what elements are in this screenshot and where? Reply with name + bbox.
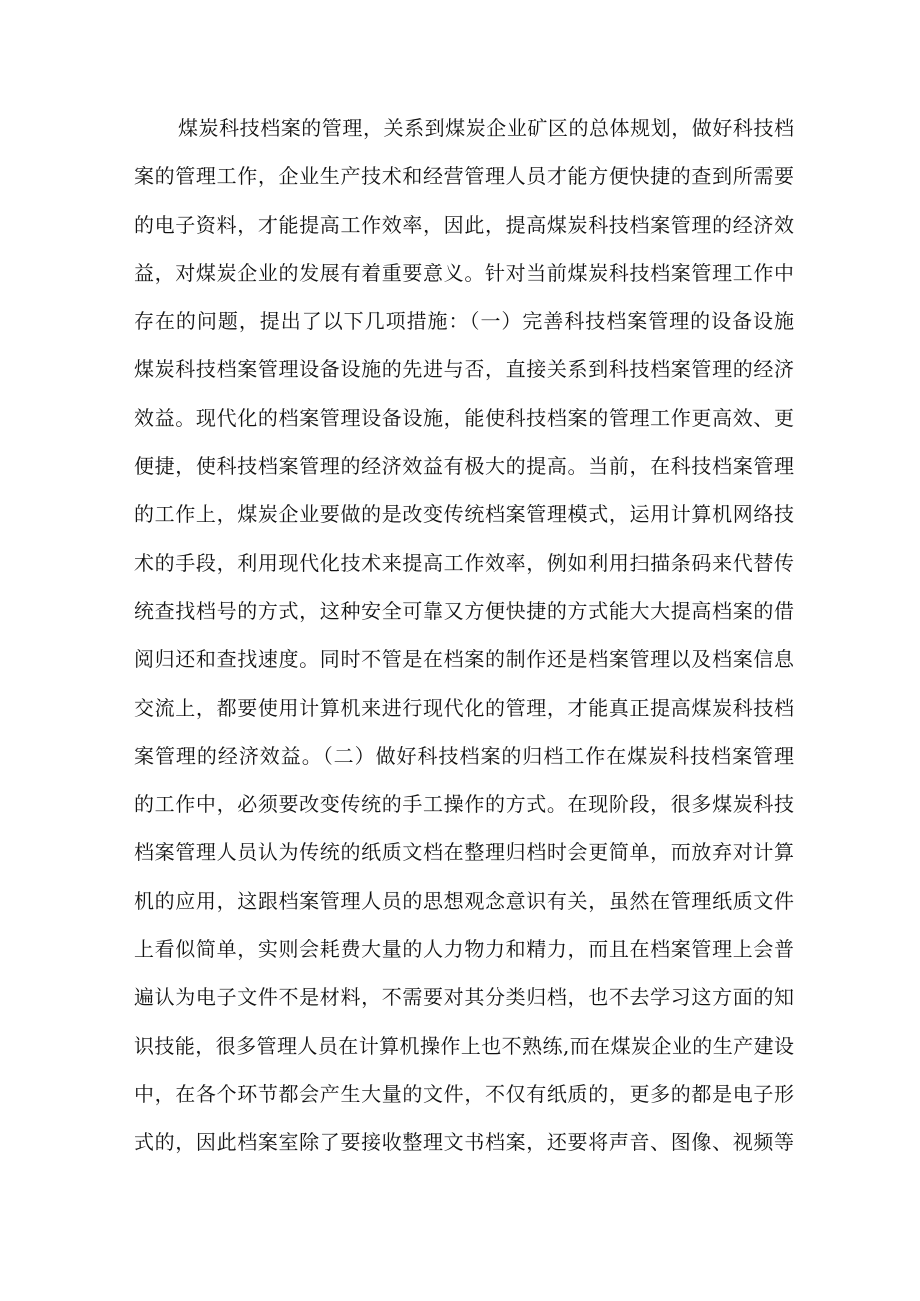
- text-line: 的工作上，煤炭企业要做的是改变传统档案管理模式，运用计算机网络技: [134, 502, 794, 527]
- text-line: 煤炭科技档案管理设备设施的先进与否，直接关系到科技档案管理的经济: [134, 357, 794, 382]
- body-paragraph: [134, 104, 794, 1167]
- text-line: 的电子资料，才能提高工作效率，因此，提高煤炭科技档案管理的经济效: [134, 212, 794, 237]
- text-line: 档案管理人员认为传统的纸质文档在整理归档时会更简单，而放弃对计算: [134, 840, 794, 865]
- text-line: 交流上，都要使用计算机来进行现代化的管理，才能真正提高煤炭科技档: [134, 695, 794, 720]
- text-line: 识技能，很多管理人员在计算机操作上也不熟练,而在煤炭企业的生产建设: [134, 1033, 794, 1058]
- text-line: 式的，因此档案室除了要接收整理文书档案，还要将声音、图像、视频等: [134, 1130, 794, 1155]
- text-line: 煤炭科技档案的管理，关系到煤炭企业矿区的总体规划，做好科技档: [178, 116, 794, 140]
- text-line: 存在的问题，提出了以下几项措施：（一）完善科技档案管理的设备设施: [134, 309, 794, 334]
- text-line: 便捷，使科技档案管理的经济效益有极大的提高。当前，在科技档案管理: [134, 454, 794, 479]
- text-line: 案管理的经济效益。（二）做好科技档案的归档工作在煤炭科技档案管理: [134, 743, 794, 768]
- text-line: 效益。现代化的档案管理设备设施，能使科技档案的管理工作更高效、更: [134, 405, 794, 430]
- text-line: 阅归还和查找速度。同时不管是在档案的制作还是档案管理以及档案信息: [134, 647, 794, 672]
- text-line: 遍认为电子文件不是材料，不需要对其分类归档，也不去学习这方面的知: [134, 985, 794, 1010]
- text-line: 机的应用，这跟档案管理人员的思想观念意识有关，虽然在管理纸质文件: [134, 888, 794, 913]
- text-line: 益，对煤炭企业的发展有着重要意义。针对当前煤炭科技档案管理工作中: [134, 260, 794, 285]
- text-line: 统查找档号的方式，这种安全可靠又方便快捷的方式能大大提高档案的借: [134, 598, 794, 623]
- text-line: 的工作中，必须要改变传统的手工操作的方式。在现阶段，很多煤炭科技: [134, 792, 794, 817]
- text-line: 中，在各个环节都会产生大量的文件，不仅有纸质的，更多的都是电子形: [134, 1081, 794, 1106]
- text-line: 上看似简单，实则会耗费大量的人力物力和精力，而且在档案管理上会普: [134, 937, 794, 962]
- text-line: 案的管理工作，企业生产技术和经营管理人员才能方便快捷的查到所需要: [134, 164, 794, 189]
- text-line: 术的手段，利用现代化技术来提高工作效率，例如利用扫描条码来代替传: [134, 550, 794, 575]
